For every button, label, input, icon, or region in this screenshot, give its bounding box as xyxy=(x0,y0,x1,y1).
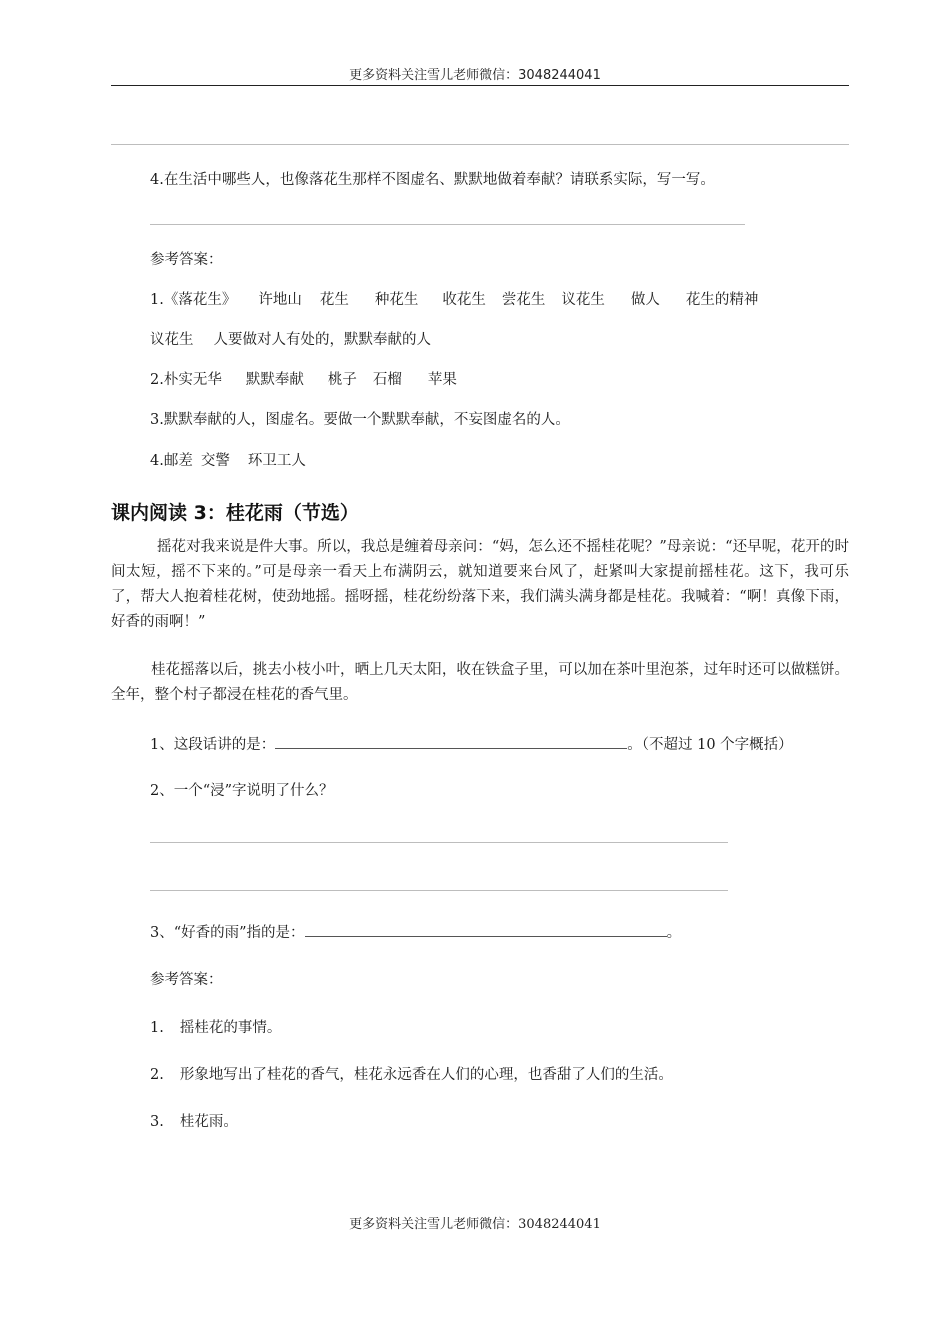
answer-line-q3-prev xyxy=(111,144,849,145)
answer-1-item: 议花生 xyxy=(150,332,194,348)
answer-line-q2-2[interactable] xyxy=(150,890,728,891)
reading-answer-text: 形象地写出了桂花的香气，桂花永远香在人们的心理，也香甜了人们的生活。 xyxy=(179,1067,673,1083)
page-header: 更多资料关注雪儿老师微信：3048244041 xyxy=(349,68,601,83)
answer-2-item: 2.朴实无华 xyxy=(150,372,222,388)
question-1 xyxy=(150,733,793,754)
question-3-blank[interactable] xyxy=(305,922,667,937)
reading-answer-2 xyxy=(150,1063,673,1084)
answer-4-item: 环卫工人 xyxy=(247,453,306,469)
reading-answer-num: 1. xyxy=(150,1020,164,1036)
question-3-suffix: 。 xyxy=(666,925,682,941)
answer-4 xyxy=(150,449,306,470)
question-1-prefix: 1、这段话讲的是： xyxy=(150,737,276,753)
question-2: 2、一个“浸”字说明了什么？ xyxy=(150,783,334,799)
answer-3: 3.默默奉献的人，图虚名。要做一个默默奉献，不妄图虚名的人。 xyxy=(150,412,570,428)
reading-answer-num: 2. xyxy=(150,1067,164,1083)
answer-1-line-2 xyxy=(150,328,431,349)
reading-answer-1 xyxy=(150,1016,281,1037)
answer-1-item: 尝花生 xyxy=(501,292,546,308)
answer-title-2: 参考答案： xyxy=(150,972,223,988)
question-3 xyxy=(150,921,681,942)
reading-paragraph-2: 桂花摇落以后，挑去小枝小叶，晒上几天太阳，收在铁盒子里，可以加在茶叶里泡茶，过年时还可以做糕饼。全年，整个村子都浸在桂花的香气里。 xyxy=(111,662,849,703)
answer-line-q2-1[interactable] xyxy=(150,842,728,843)
section-title: 课内阅读 3：桂花雨（节选） xyxy=(111,502,359,524)
header-rule xyxy=(111,85,849,86)
reading-answer-text: 摇桂花的事情。 xyxy=(179,1020,282,1036)
answer-1-item: 议花生 xyxy=(561,292,605,308)
answer-1-item: 人要做对人有处的，默默奉献的人 xyxy=(213,332,431,348)
answer-4-item: 4.邮差 xyxy=(150,453,193,469)
answer-2 xyxy=(150,368,457,389)
page-footer: 更多资料关注雪儿老师微信：3048244041 xyxy=(349,1217,601,1232)
answer-1-item: 1.《落花生》 xyxy=(150,292,237,308)
answer-1-item: 花生 xyxy=(319,292,349,308)
answer-title-1: 参考答案： xyxy=(150,252,223,268)
answer-line-q4[interactable] xyxy=(150,224,745,225)
answer-4-item: 交警 xyxy=(200,453,230,469)
reading-answer-text: 桂花雨。 xyxy=(179,1114,238,1130)
answer-2-item: 苹果 xyxy=(427,372,457,388)
question-1-suffix: 。（不超过 10 个字概括） xyxy=(627,737,793,753)
reading-answer-num: 3. xyxy=(150,1114,164,1130)
answer-1-item: 收花生 xyxy=(442,292,486,308)
answer-2-item: 石榴 xyxy=(372,372,402,388)
answer-1-line-1 xyxy=(150,288,758,309)
answer-2-item: 桃子 xyxy=(327,372,357,388)
question-3-prefix: 3、“好香的雨”指的是： xyxy=(150,925,305,941)
reading-answer-3 xyxy=(150,1110,238,1131)
answer-1-item: 种花生 xyxy=(374,292,419,308)
answer-1-item: 花生的精神 xyxy=(685,292,759,308)
question-4: 4.在生活中哪些人，也像落花生那样不图虚名、默默地做着奉献？请联系实际，写一写。 xyxy=(150,172,715,188)
answer-2-item: 默默奉献 xyxy=(245,372,304,388)
answer-1-item: 做人 xyxy=(630,292,660,308)
question-1-blank[interactable] xyxy=(275,734,627,749)
reading-paragraph-1: 摇花对我来说是件大事。所以，我总是缠着母亲问：“妈，怎么还不摇桂花呢？”母亲说：“还早呢，花开的时间太短，摇不下来的。”可是母亲一看天上布满阴云，就知道要来台风了，赶紧叫大家提前摇桂花。这下，我可乐了，帮大人抱着桂花树，使劲地摇。摇呀摇，桂花纷纷落下来，我们满头满身都是桂花。我喊着：“啊！真像下雨，好香的雨啊！” xyxy=(111,539,849,630)
answer-1-item: 许地山 xyxy=(258,292,302,308)
